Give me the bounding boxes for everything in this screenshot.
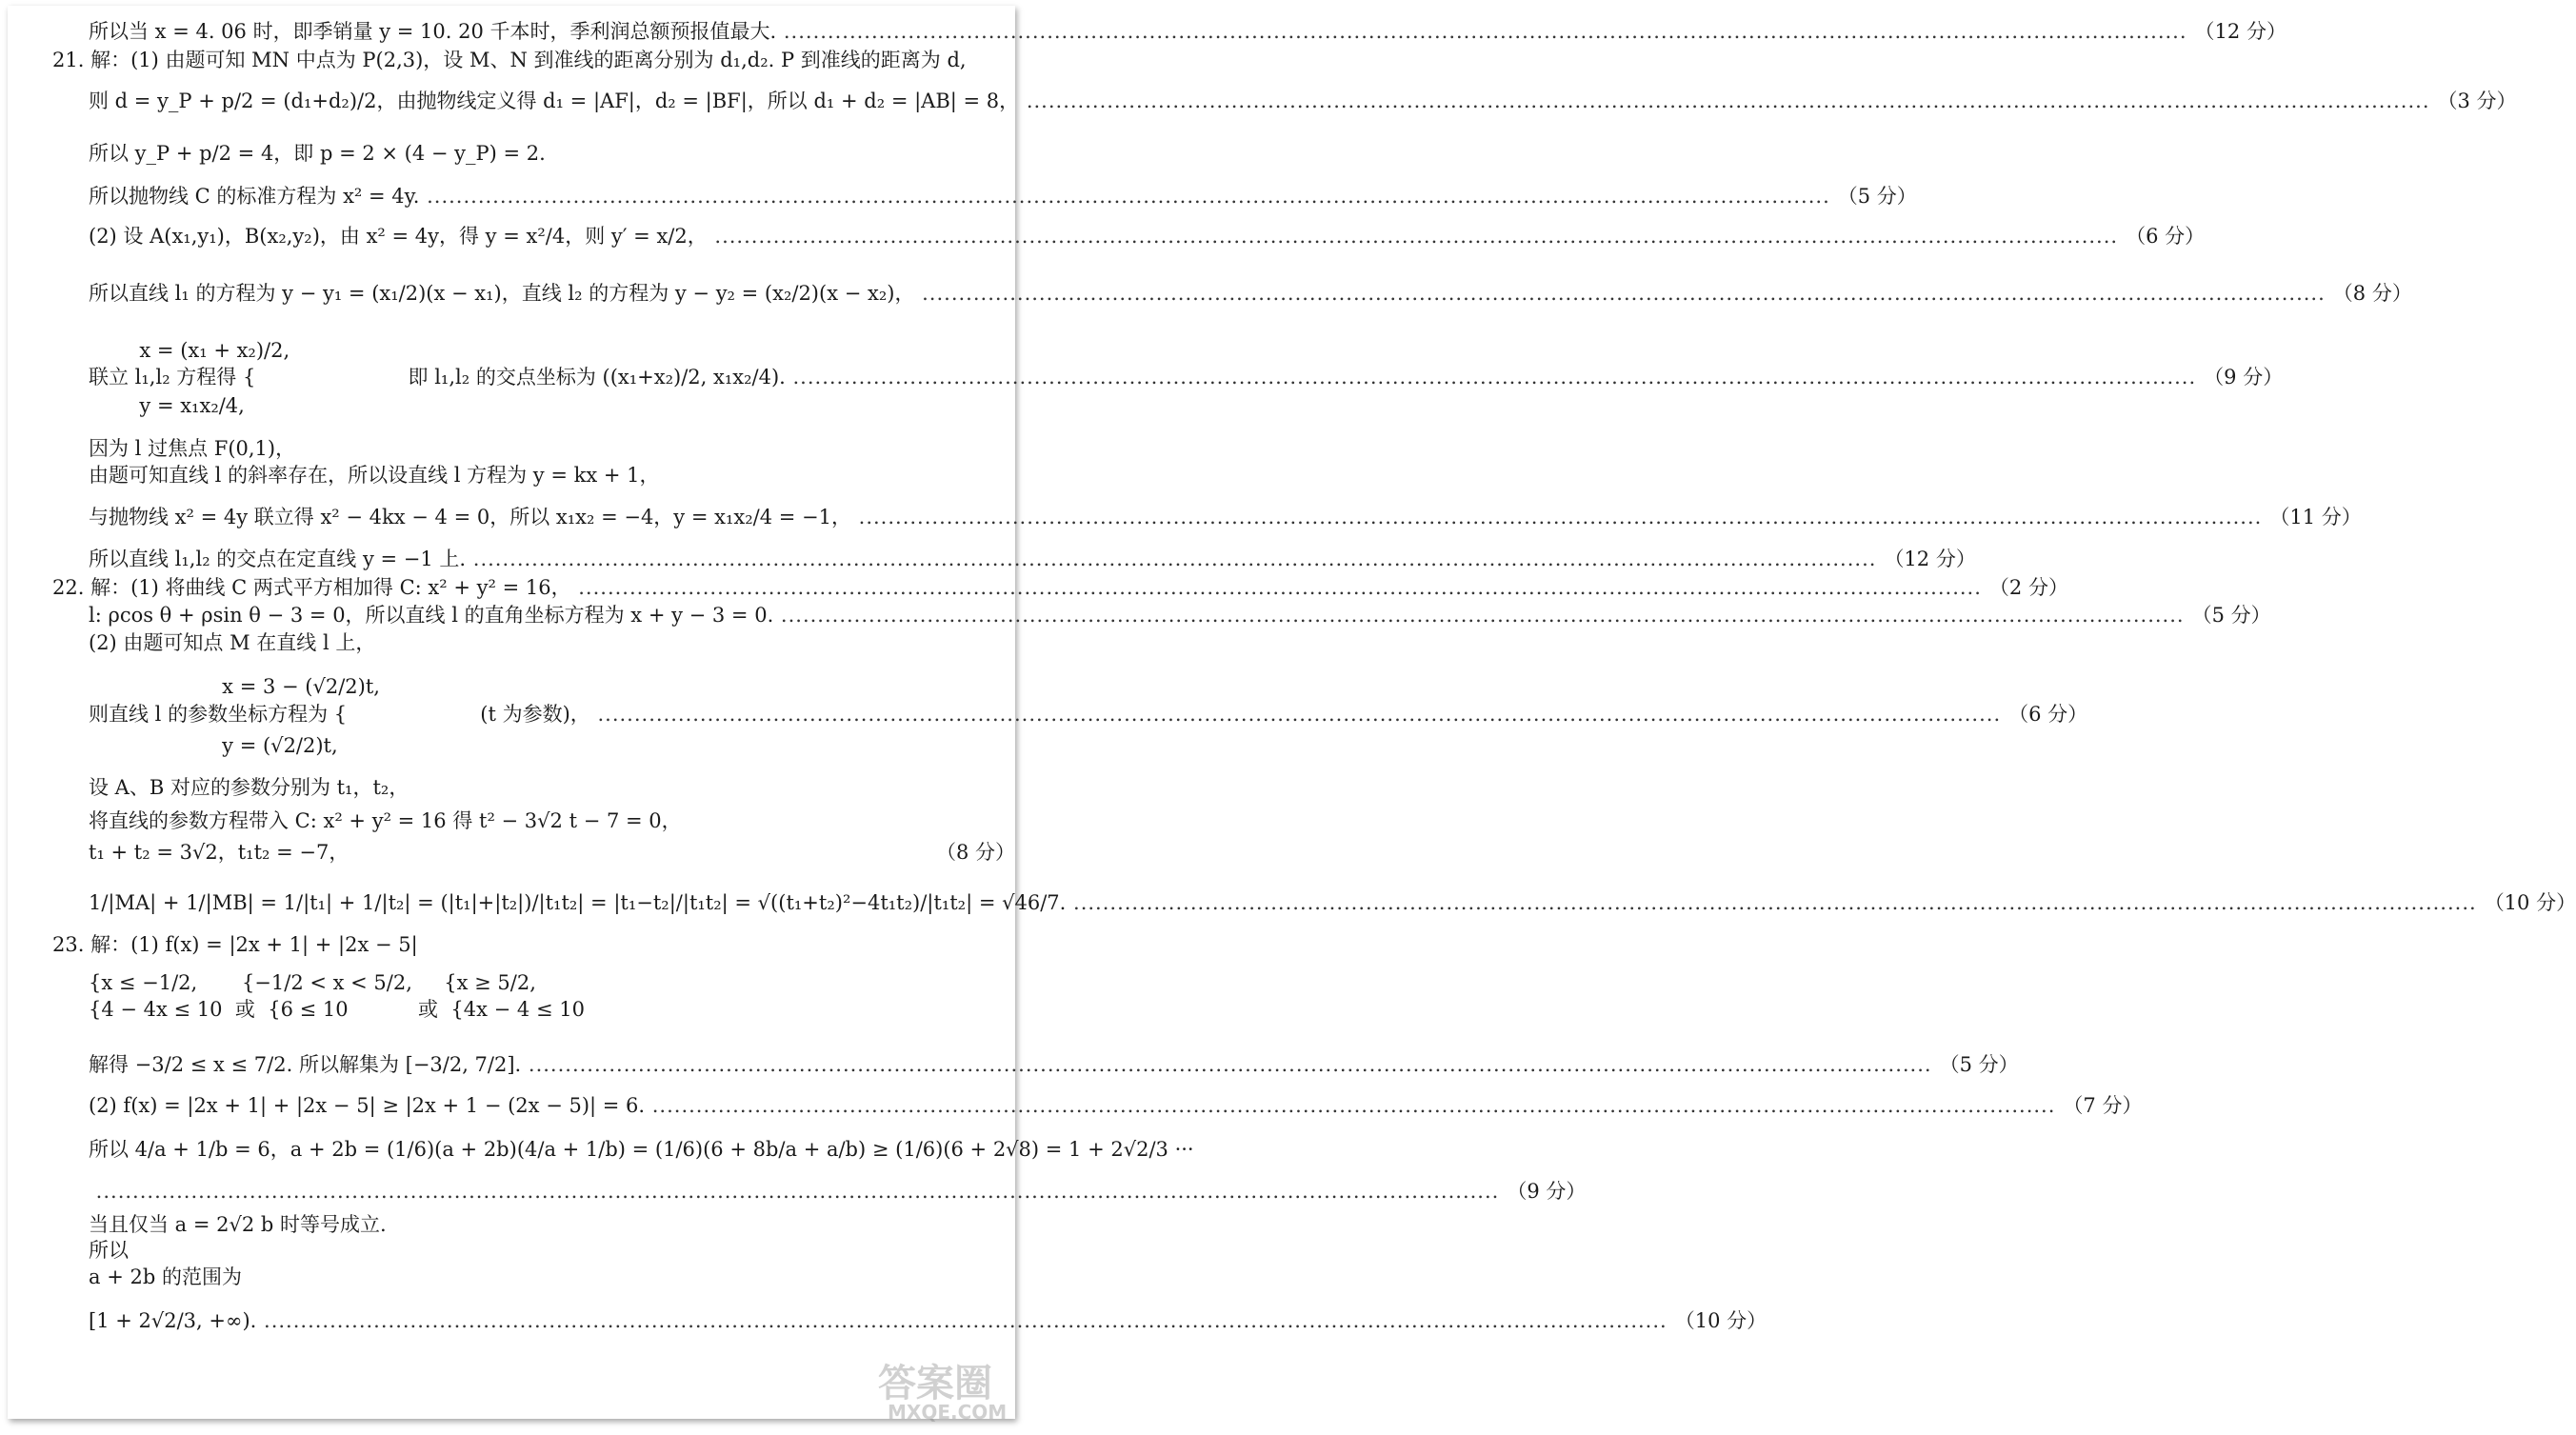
solution-line	[89, 463, 1015, 488]
watermark-title: 答案圈	[878, 1362, 992, 1405]
score-mark	[1008, 1265, 1015, 1289]
solution-line	[89, 1265, 1015, 1289]
score-mark	[1008, 393, 1015, 418]
solution-line	[89, 674, 1015, 699]
solution-line	[89, 733, 1015, 758]
line-text: 则 d = y_P + p/2 = (d₁+d₂)/2，由抛物线定义得 d₁ = |AF|，d₂ = |BF|，所以 d₁ + d₂ = |AB| = 8， .....	[89, 89, 2430, 113]
score-mark	[1008, 775, 1015, 800]
line-text: 当且仅当 a = 2√2 b 时等号成立.	[89, 1213, 387, 1236]
solution-line	[89, 547, 1976, 571]
solution-line	[89, 338, 1015, 363]
solution-line	[89, 505, 2362, 529]
solution-line	[89, 890, 2576, 915]
solution-line	[52, 48, 1015, 72]
line-text: 21. 解：(1) 由题可知 MN 中点为 P(2,3)，设 M、N 到准线的距离分别为 d₁,d₂. P 到准线的距离为 d,	[52, 49, 967, 71]
score-mark	[1008, 141, 1015, 166]
line-text: l: ρcos θ + ρsin θ − 3 = 0，所以直线 l 的直角坐标方程为 x + y − 3 = 0. .....	[89, 603, 2185, 628]
score-mark: （12 分）	[2194, 20, 2286, 43]
score-mark	[1008, 463, 1015, 488]
solution-line	[89, 840, 1015, 865]
score-mark	[1008, 48, 1015, 72]
watermark-site: MXQE.COM	[888, 1401, 1008, 1424]
score-mark	[1008, 808, 1015, 833]
line-text: 所以抛物线 C 的标准方程为 x² = 4y. .....	[89, 184, 1830, 209]
score-mark: （8 分）	[2332, 282, 2412, 305]
solution-line	[89, 1308, 1767, 1333]
solution-line	[89, 1137, 1194, 1162]
score-mark: （11 分）	[2269, 506, 2362, 528]
score-mark	[1008, 630, 1015, 655]
score-mark	[1008, 1238, 1015, 1263]
solution-line	[89, 630, 1015, 655]
line-text: 23. 解：(1) f(x) = |2x + 1| + |2x − 5|	[52, 933, 418, 956]
score-mark	[1008, 733, 1015, 758]
solution-line	[89, 970, 1015, 995]
score-mark	[1194, 1137, 1202, 1162]
solution-line	[89, 1093, 2143, 1118]
solution-line	[52, 932, 1015, 957]
line-text: 所以直线 l₁ 的方程为 y − y₁ = (x₁/2)(x − x₁)，直线 l₂ 的方程为 y − y₂ = (x₂/2)(x − x₂)， .....	[89, 281, 2326, 306]
line-text: y = x₁x₂/4,	[89, 394, 245, 417]
line-text: a + 2b 的范围为	[89, 1266, 242, 1288]
score-mark: （7 分）	[2063, 1094, 2143, 1117]
line-text: 所以直线 l₁,l₂ 的交点在定直线 y = −1 上. .....	[89, 547, 1876, 571]
solution-line	[89, 1179, 1587, 1204]
line-text: 所以	[89, 1239, 129, 1262]
solution-line	[89, 603, 2271, 628]
line-text: 联立 l₁,l₂ 方程得 { 即 l₁,l₂ 的交点坐标为 ((x₁+x₂)/2, x₁x₂/4). .....	[89, 365, 2196, 389]
line-text: [1 + 2√2/3, +∞). .....	[89, 1308, 1667, 1333]
line-text: 与抛物线 x² = 4y 联立得 x² − 4kx − 4 = 0，所以 x₁x₂ = −4，y = x₁x₂/4 = −1， .....	[89, 505, 2262, 529]
solution-line	[89, 775, 1015, 800]
line-text: 将直线的参数方程带入 C: x² + y² = 16 得 t² − 3√2 t − 7 = 0，	[89, 809, 682, 832]
line-text: (2) 设 A(x₁,y₁)，B(x₂,y₂)，由 x² = 4y，得 y = x²/4，则 y′ = x/2， .....	[89, 224, 2118, 249]
line-text: 因为 l 过焦点 F(0,1)，	[89, 437, 296, 460]
score-mark: （6 分）	[2126, 225, 2206, 248]
solution-line	[89, 997, 1015, 1022]
line-text: 所以 4/a + 1/b = 6，a + 2b = (1/6)(a + 2b)(4/a + 1/b) = (1/6)(6 + 8b/a + a/b) ≥ (1/6)(6 + 2√8) = 1 + 2√2/3 ···	[89, 1138, 1194, 1161]
solution-line	[89, 19, 2286, 44]
solution-line	[89, 808, 1015, 833]
line-text: (2) 由题可知点 M 在直线 l 上，	[89, 631, 376, 654]
score-mark	[1008, 970, 1015, 995]
solution-line	[89, 184, 1917, 209]
score-mark	[1008, 436, 1015, 461]
score-mark: （10 分）	[1674, 1309, 1767, 1332]
line-text: x = 3 − (√2/2)t,	[89, 675, 380, 698]
score-mark	[1008, 932, 1015, 957]
solution-line	[89, 281, 2412, 306]
score-mark: （8 分）	[935, 841, 1015, 864]
score-mark: （9 分）	[1507, 1180, 1587, 1203]
solution-line	[89, 702, 2088, 727]
line-text	[89, 1179, 1499, 1204]
score-mark: （5 分）	[1837, 185, 1917, 208]
score-mark: （10 分）	[2484, 891, 2576, 914]
solution-line	[52, 575, 2068, 600]
score-mark: （3 分）	[2437, 90, 2517, 112]
solution-line	[89, 393, 1015, 418]
score-mark: （5 分）	[2191, 604, 2271, 627]
score-mark: （9 分）	[2204, 366, 2284, 389]
score-mark	[1008, 674, 1015, 699]
line-text: y = (√2/2)t,	[89, 734, 338, 757]
line-text: 由题可知直线 l 的斜率存在，所以设直线 l 方程为 y = kx + 1，	[89, 464, 660, 487]
solution-line	[89, 1212, 1015, 1237]
line-text: 则直线 l 的参数坐标方程为 { (t 为参数)， .....	[89, 702, 2001, 727]
watermark-logo	[878, 1353, 1011, 1429]
line-text: {x ≤ −1/2, {−1/2 < x < 5/2, {x ≥ 5/2,	[89, 971, 536, 994]
line-text: 所以当 x = 4. 06 时，即季销量 y = 10. 20 千本时，季利润总额预报值最大. .....	[89, 19, 2187, 44]
solution-line	[89, 365, 2284, 389]
solution-line	[89, 224, 2206, 249]
solution-line	[89, 436, 1015, 461]
solution-line	[89, 1052, 2019, 1077]
score-mark	[1008, 338, 1015, 363]
score-mark: （2 分）	[1988, 576, 2068, 599]
line-text: 22. 解：(1) 将曲线 C 两式平方相加得 C: x² + y² = 16， .....	[52, 575, 1982, 600]
line-text: 所以 y_P + p/2 = 4，即 p = 2 × (4 − y_P) = 2.	[89, 142, 546, 165]
score-mark: （12 分）	[1884, 548, 1976, 570]
score-mark	[1008, 1212, 1015, 1237]
score-mark: （5 分）	[1939, 1053, 2019, 1076]
solution-line	[89, 141, 1015, 166]
solution-line	[89, 89, 2517, 113]
line-text: 设 A、B 对应的参数分别为 t₁，t₂，	[89, 776, 409, 799]
line-text: 1/|MA| + 1/|MB| = 1/|t₁| + 1/|t₂| = (|t₁|+|t₂|)/|t₁t₂| = |t₁−t₂|/|t₁t₂| = √((t₁+t₂)²−4t₁t₂)/|t₁t₂| = √46/7. .....	[89, 890, 2477, 915]
solution-line	[89, 1238, 1015, 1263]
line-text: t₁ + t₂ = 3√2，t₁t₂ = −7，	[89, 841, 349, 864]
line-text: 解得 −3/2 ≤ x ≤ 7/2. 所以解集为 [−3/2, 7/2]. .....	[89, 1052, 1932, 1077]
line-text: {4 − 4x ≤ 10 或 {6 ≤ 10 或 {4x − 4 ≤ 10	[89, 998, 585, 1021]
line-text: (2) f(x) = |2x + 1| + |2x − 5| ≥ |2x + 1 − (2x − 5)| = 6. .....	[89, 1093, 2055, 1118]
line-text: x = (x₁ + x₂)/2,	[89, 339, 290, 362]
score-mark	[1008, 997, 1015, 1022]
score-mark: （6 分）	[2008, 703, 2088, 726]
